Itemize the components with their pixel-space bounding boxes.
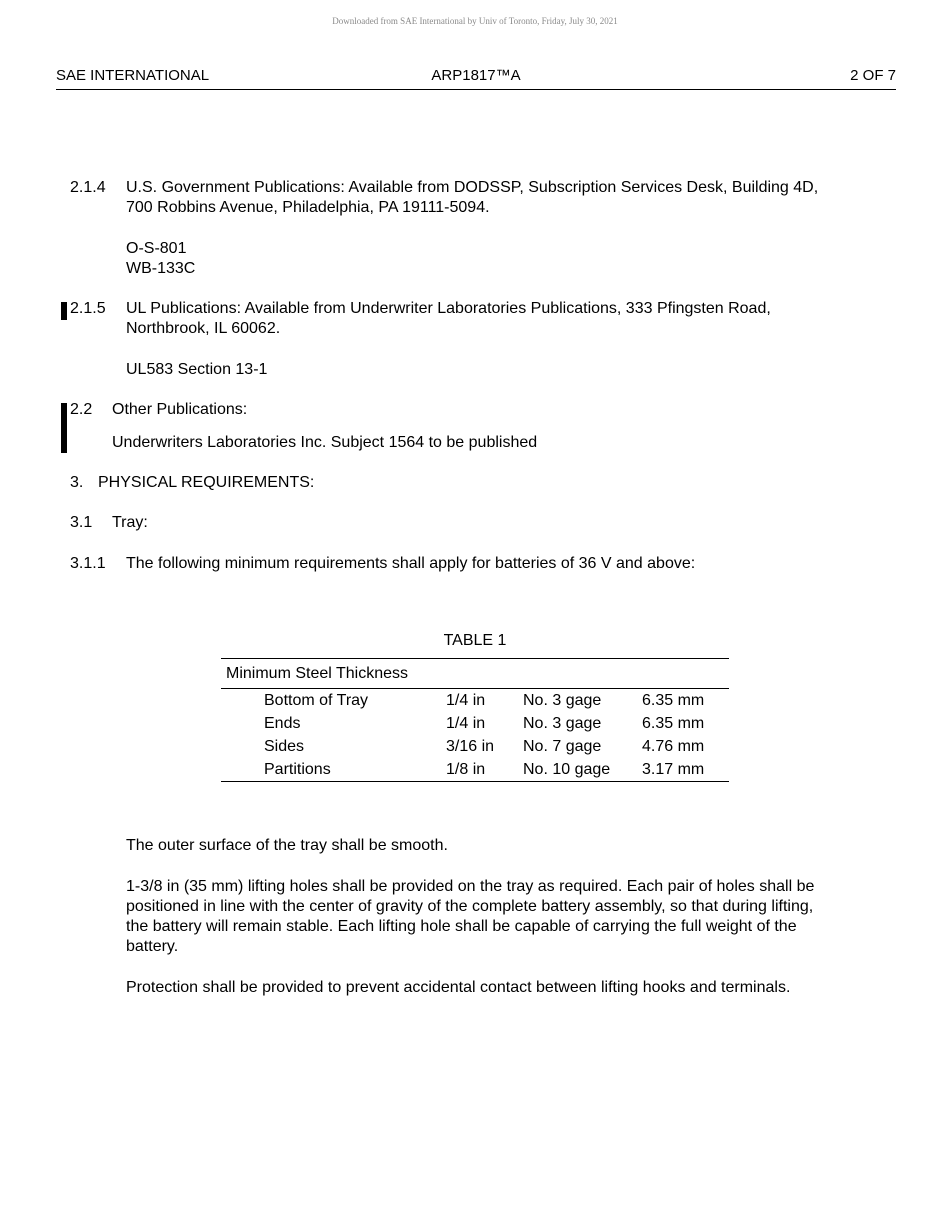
- section-text-line: Northbrook, IL 60062.: [126, 320, 281, 337]
- section-number: 2.1.5: [70, 300, 106, 317]
- table-cell-mm: 4.76 mm: [642, 738, 705, 755]
- section-title: Other Publications:: [112, 401, 248, 418]
- header-doc-number: ARP1817™A: [431, 67, 521, 84]
- table-title: TABLE 1: [443, 632, 507, 649]
- table-cell-part: Sides: [264, 738, 305, 755]
- table-cell-part: Ends: [264, 715, 301, 732]
- table-cell-gage: No. 3 gage: [523, 715, 602, 732]
- section-number: 2.2: [70, 401, 93, 418]
- section-text-line: 700 Robbins Avenue, Philadelphia, PA 19111-5094.: [126, 199, 490, 216]
- reference-item: WB-133C: [126, 260, 196, 277]
- table-cell-inches: 3/16 in: [446, 738, 495, 755]
- table-row: [221, 735, 729, 758]
- table-row: [221, 758, 729, 782]
- paragraph-line: the battery will remain stable. Each lifting hole shall be capable of carrying the full weight of the: [126, 918, 797, 935]
- section-text-line: The following minimum requirements shall apply for batteries of 36 V and above:: [126, 555, 696, 572]
- header-page-number: 2 OF 7: [850, 67, 896, 84]
- reference-item: O-S-801: [126, 240, 187, 257]
- change-bar: [61, 403, 67, 453]
- section-number: 3.1: [70, 514, 93, 531]
- paragraph-line: positioned in line with the center of gravity of the complete battery assembly, so that during lifting,: [126, 898, 814, 915]
- reference-item: UL583 Section 13-1: [126, 361, 268, 378]
- change-bar: [61, 302, 67, 320]
- section-title: PHYSICAL REQUIREMENTS:: [98, 474, 315, 491]
- table-cell-mm: 6.35 mm: [642, 692, 705, 709]
- table-cell-inches: 1/4 in: [446, 715, 486, 732]
- section-title: Tray:: [112, 514, 148, 531]
- section-text-line: UL Publications: Available from Underwriter Laboratories Publications, 333 Pfingsten Road,: [126, 300, 771, 317]
- section-text-line: Underwriters Laboratories Inc. Subject 1564 to be published: [112, 434, 538, 451]
- table-cell-mm: 6.35 mm: [642, 715, 705, 732]
- table-cell-inches: 1/8 in: [446, 758, 523, 782]
- section-number: 3.1.1: [70, 555, 106, 572]
- paragraph-protection: Protection shall be provided to prevent accidental contact between lifting hooks and terminals.: [126, 979, 791, 996]
- page-header: [56, 67, 896, 90]
- paragraph-line: 1-3/8 in (35 mm) lifting holes shall be provided on the tray as required. Each pair of holes shall be: [126, 878, 815, 895]
- paragraph-smooth-surface: The outer surface of the tray shall be smooth.: [126, 837, 448, 854]
- section-number: 2.1.4: [70, 179, 106, 196]
- download-watermark: Downloaded from SAE International by Univ of Toronto, Friday, July 30, 2021: [332, 16, 618, 26]
- table-cell-gage: No. 7 gage: [523, 738, 602, 755]
- section-number: 3.: [70, 474, 84, 491]
- table-header-cell: Minimum Steel Thickness: [221, 659, 729, 689]
- table-row: [221, 712, 729, 735]
- table-cell-gage: No. 3 gage: [523, 692, 602, 709]
- paragraph-line: battery.: [126, 938, 179, 955]
- header-org: SAE INTERNATIONAL: [56, 67, 210, 84]
- table-header-row: [221, 659, 729, 689]
- table-row: [221, 689, 729, 713]
- table-cell-part: Partitions: [221, 758, 446, 782]
- table-cell-mm: 3.17 mm: [642, 758, 729, 782]
- table-cell-gage: No. 10 gage: [523, 758, 642, 782]
- table-cell-inches: 1/4 in: [446, 692, 486, 709]
- steel-thickness-table: [221, 658, 729, 782]
- table-cell-part: Bottom of Tray: [264, 692, 369, 709]
- section-text-line: U.S. Government Publications: Available from DODSSP, Subscription Services Desk, Building 4D,: [126, 179, 819, 196]
